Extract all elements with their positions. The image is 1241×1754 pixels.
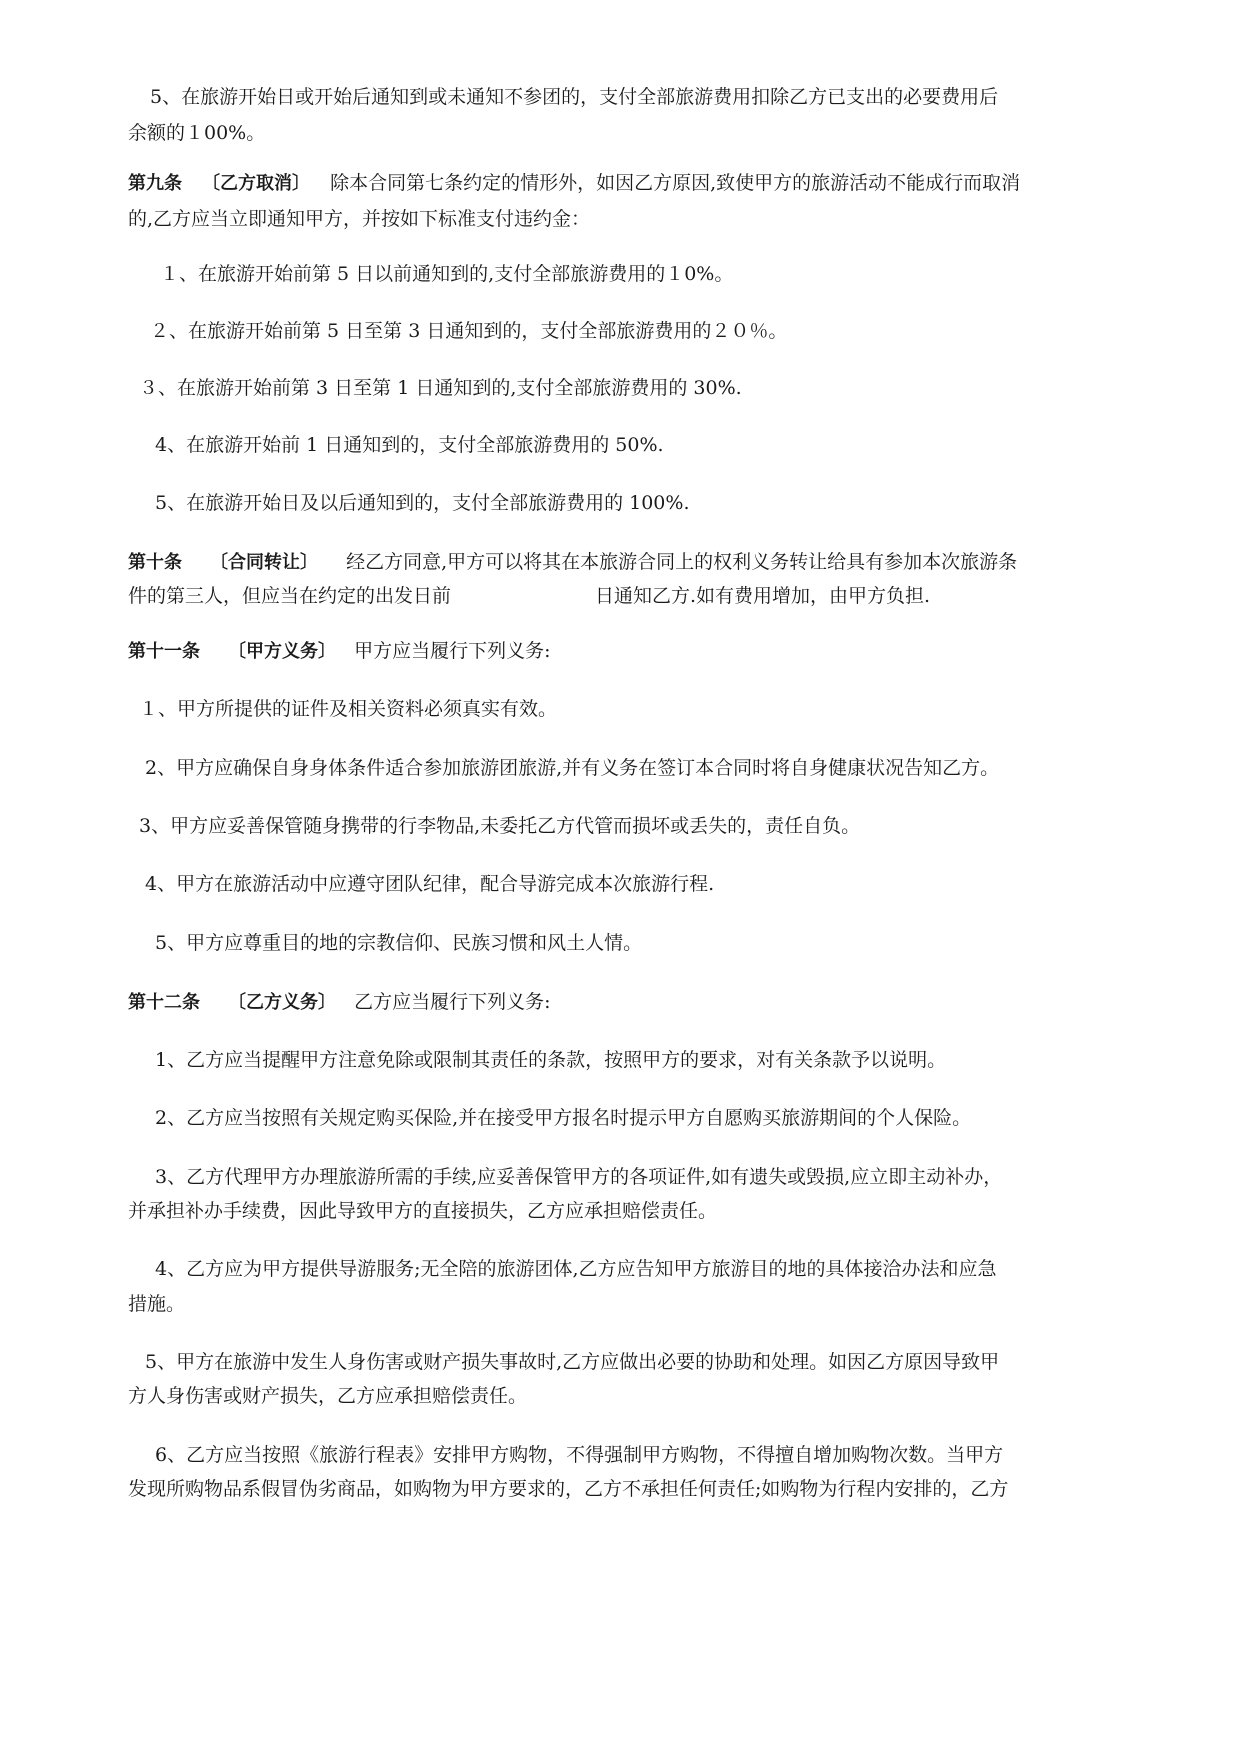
article-10-heading <box>128 547 1017 578</box>
list-item: 4、乙方应为甲方提供导游服务;无全陪的旅游团体,乙方应告知甲方旅游目的地的具体接洽办法和应急 <box>155 1258 997 1280</box>
article-title: 〔甲方义务〕 <box>228 641 337 662</box>
article-12-heading <box>128 987 551 1018</box>
article-title: 〔合同转让〕 <box>210 552 319 573</box>
article-9-heading <box>128 168 1020 199</box>
list-item: 4、在旅游开始前 1 日通知到的，支付全部旅游费用的 50%. <box>155 434 664 456</box>
list-item: 5、甲方在旅游中发生人身伤害或财产损失事故时,乙方应做出必要的协助和处理。如因乙方原因导致甲 <box>145 1351 1000 1373</box>
list-item: １、在旅游开始前第 5 日以前通知到的,支付全部旅游费用的１0%。 <box>160 263 734 285</box>
clause-text: 件的第三人，但应当在约定的出发日前 <box>128 585 452 607</box>
clause-line: 5、在旅游开始日或开始后通知到或未通知不参团的，支付全部旅游费用扣除乙方已支出的必要费用后 <box>150 86 999 108</box>
list-item-continued: 发现所购物品系假冒伪劣商品，如购物为甲方要求的，乙方不承担任何责任;如购物为行程内安排的，乙方 <box>128 1478 1009 1500</box>
list-item: 3、乙方代理甲方办理旅游所需的手续,应妥善保管甲方的各项证件,如有遗失或毁损,应立即主动补办， <box>155 1166 1003 1188</box>
article-number: 第九条 <box>128 173 182 194</box>
list-item: ２、在旅游开始前第 5 日至第 3 日通知到的，支付全部旅游费用的２０％。 <box>150 320 788 342</box>
list-item: 1、乙方应当提醒甲方注意免除或限制其责任的条款，按照甲方的要求，对有关条款予以说明。 <box>155 1049 947 1071</box>
article-text: 除本合同第七条约定的情形外，如因乙方原因,致使甲方的旅游活动不能成行而取消 <box>330 172 1021 194</box>
list-item: 2、乙方应当按照有关规定购买保险,并在接受甲方报名时提示甲方自愿购买旅游期间的个人保险。 <box>155 1107 972 1129</box>
clause-text: 日通知乙方.如有费用增加，由甲方负担. <box>595 585 931 607</box>
article-number: 第十一条 <box>128 641 200 662</box>
article-text: 甲方应当履行下列义务: <box>354 640 551 662</box>
list-item: ３、在旅游开始前第 3 日至第 1 日通知到的,支付全部旅游费用的 30%. <box>139 377 742 399</box>
article-text: 经乙方同意,甲方可以将其在本旅游合同上的权利义务转让给具有参加本次旅游条 <box>346 551 1018 573</box>
list-item-continued: 方人身伤害或财产损失，乙方应承担赔偿责任。 <box>128 1385 528 1407</box>
clause-line: 的,乙方应当立即通知甲方，并按如下标准支付违约金： <box>128 208 591 230</box>
article-title: 〔乙方取消〕 <box>202 173 311 194</box>
list-item: 3、甲方应妥善保管随身携带的行李物品,未委托乙方代管而损坏或丢失的，责任自负。 <box>139 815 861 837</box>
list-item: 5、在旅游开始日及以后通知到的，支付全部旅游费用的 100%. <box>155 492 690 514</box>
article-text: 乙方应当履行下列义务: <box>354 991 551 1013</box>
clause-line <box>128 581 930 611</box>
list-item: 6、乙方应当按照《旅游行程表》安排甲方购物，不得强制甲方购物，不得擅自增加购物次数。当甲方 <box>155 1444 1004 1466</box>
article-title: 〔乙方义务〕 <box>228 992 337 1013</box>
list-item-continued: 措施。 <box>128 1293 186 1315</box>
list-item: 5、甲方应尊重目的地的宗教信仰、民族习惯和风土人情。 <box>155 932 643 954</box>
list-item: 2、甲方应确保自身身体条件适合参加旅游团旅游,并有义务在签订本合同时将自身健康状况告知乙方。 <box>145 757 1000 779</box>
article-11-heading <box>128 636 551 667</box>
list-item: １、甲方所提供的证件及相关资料必须真实有效。 <box>139 698 558 720</box>
article-number: 第十二条 <box>128 992 200 1013</box>
article-number: 第十条 <box>128 552 182 573</box>
clause-line: 余额的１00%。 <box>128 122 266 144</box>
list-item-continued: 并承担补办手续费，因此导致甲方的直接损失，乙方应承担赔偿责任。 <box>128 1200 718 1222</box>
list-item: 4、甲方在旅游活动中应遵守团队纪律，配合导游完成本次旅游行程. <box>145 873 715 895</box>
